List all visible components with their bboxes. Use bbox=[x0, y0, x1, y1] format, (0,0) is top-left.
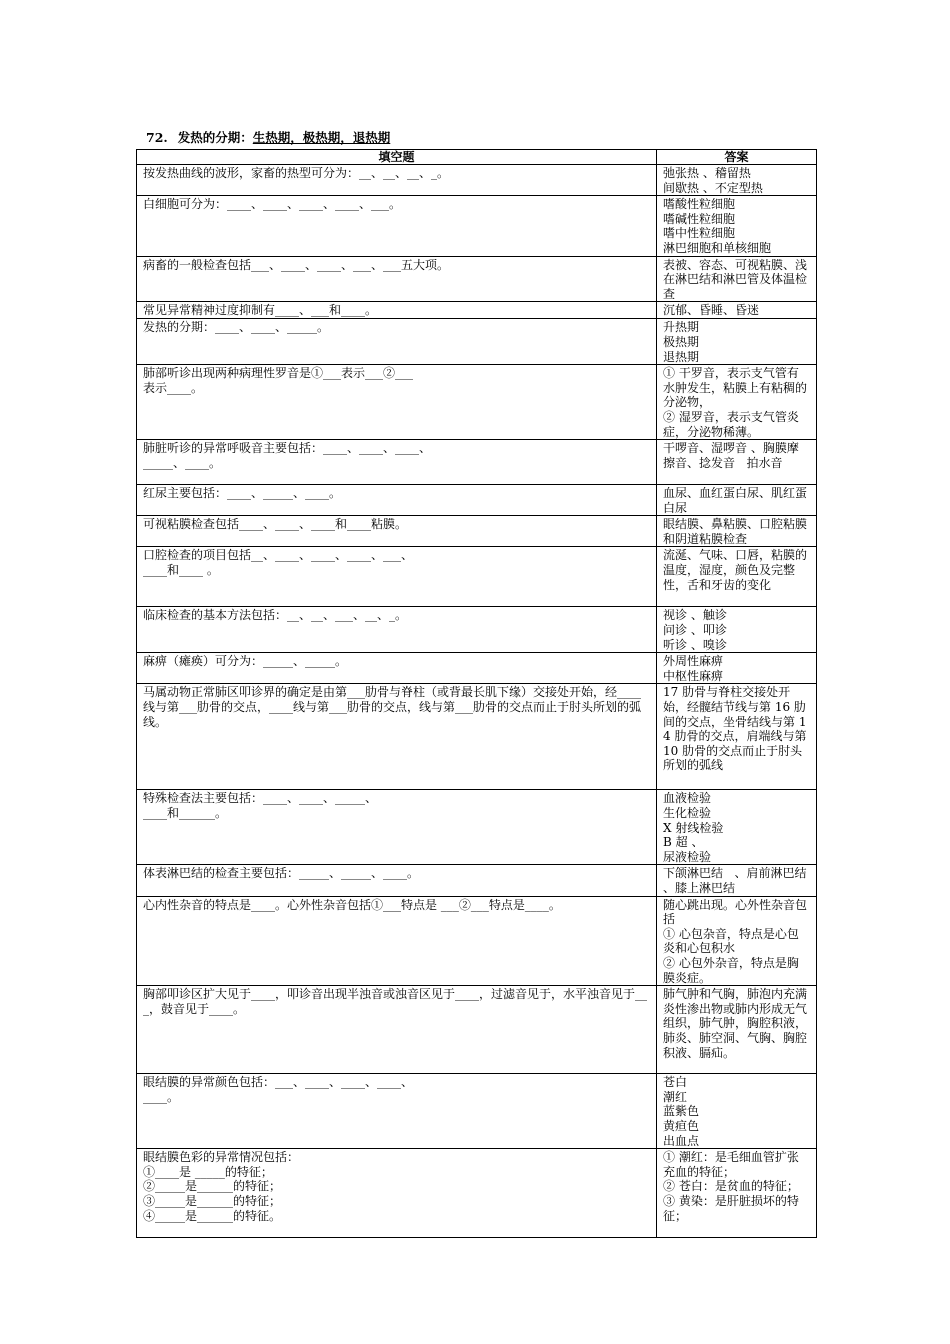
answer-cell: ① 潮红：是毛细血管扩张充血的特征； ② 苍白：是贫血的特征； ③ 黄染：是肝脏损坏的特征； bbox=[657, 1149, 817, 1238]
question-cell: 马属动物正常肺区叩诊界的确定是由第___肋骨与脊柱（或背最长肌下缘）交接处开始，经____线与第___肋骨的交点，____线与第___肋骨的交点，线与第___肋骨的交点而止于肘头所划的弧线。 bbox=[137, 684, 657, 790]
table-row bbox=[137, 790, 817, 865]
question-cell: 红尿主要包括：____、_____、____。 bbox=[137, 485, 657, 516]
question-cell: 常见异常精神过度抑制有____、___和____。 bbox=[137, 302, 657, 319]
table-row bbox=[137, 440, 817, 485]
question-cell: 病畜的一般检查包括___、____、____、___、___五大项。 bbox=[137, 256, 657, 302]
question-cell: 肺部听诊出现两种病理性罗音是①___表示___②___ 表示____。 bbox=[137, 365, 657, 440]
answer-cell: 沉郁、昏睡、昏迷 bbox=[657, 302, 817, 319]
column-header-question: 填空题 bbox=[137, 150, 657, 165]
question-cell: 心内性杂音的特点是____。心外性杂音包括①___特点是 ___②___特点是____。 bbox=[137, 896, 657, 986]
answer-cell: 下颌淋巴结 、肩前淋巴结 、膝上淋巴结 bbox=[657, 865, 817, 896]
question-cell: 麻痹（瘫痪）可分为：_____、_____。 bbox=[137, 653, 657, 684]
table-row bbox=[137, 319, 817, 365]
table-row bbox=[137, 896, 817, 986]
answer-cell: 眼结膜、鼻粘膜、口腔粘膜和阴道粘膜检查 bbox=[657, 516, 817, 547]
answer-cell: 外周性麻痹 中枢性麻痹 bbox=[657, 653, 817, 684]
table-body bbox=[137, 165, 817, 1238]
table-row bbox=[137, 607, 817, 653]
answer-cell: 流涎、气味、口唇，粘膜的温度，湿度，颜色及完整性，舌和牙齿的变化 bbox=[657, 547, 817, 607]
answer-cell: 随心跳出现。心外性杂音包括 ① 心包杂音，特点是心包炎和心包积水 ② 心包外杂音，特点是胸膜炎症。 bbox=[657, 896, 817, 986]
table-row bbox=[137, 865, 817, 896]
table-row bbox=[137, 516, 817, 547]
answer-cell: 肺气肿和气胸，肺泡内充满炎性渗出物或肺内形成无气组织，肺气肿，胸腔积液，肺炎、肺空洞、气胸、胸腔积液、膈疝。 bbox=[657, 986, 817, 1074]
question-cell: 临床检查的基本方法包括：__、__、___、__、_。 bbox=[137, 607, 657, 653]
table-row bbox=[137, 485, 817, 516]
question-cell: 特殊检查法主要包括：____、____、_____、 ____和______。 bbox=[137, 790, 657, 865]
question-cell: 眼结膜的异常颜色包括：___、____、____、____、 ____。 bbox=[137, 1074, 657, 1149]
answer-cell: 苍白 潮红 蓝紫色 黄疸色 出血点 bbox=[657, 1074, 817, 1149]
table-row bbox=[137, 653, 817, 684]
answer-cell: 表被、容态、可视粘膜、浅在淋巴结和淋巴管及体温检查 bbox=[657, 256, 817, 302]
answer-cell: 嗜酸性粒细胞 嗜碱性粒细胞 嗜中性粒细胞 淋巴细胞和单核细胞 bbox=[657, 196, 817, 256]
question-cell: 按发热曲线的波形，家畜的热型可分为：__、__、__、_。 bbox=[137, 165, 657, 196]
answer-cell: 血尿、血红蛋白尿、肌红蛋白尿 bbox=[657, 485, 817, 516]
qa-table bbox=[136, 149, 817, 1238]
question-cell: 眼结膜色彩的异常情况包括： ①____是 _____的特征； ②_____是______的特征； ③_____是______的特征； ④_____是______的特征。 bbox=[137, 1149, 657, 1238]
question-cell: 体表淋巴结的检查主要包括：_____、_____、____。 bbox=[137, 865, 657, 896]
table-row bbox=[137, 547, 817, 607]
answer-cell: ① 干罗音，表示支气管有水肿发生，粘膜上有粘稠的分泌物， ② 湿罗音，表示支气管炎症，分泌物稀薄。 bbox=[657, 365, 817, 440]
question-cell: 肺脏听诊的异常呼吸音主要包括：____、____、____、 _____、____。 bbox=[137, 440, 657, 485]
question-cell: 发热的分期：____、____、_____。 bbox=[137, 319, 657, 365]
answer-cell: 干啰音、湿啰音 、胸膜摩擦音、捻发音 拍水音 bbox=[657, 440, 817, 485]
table-row bbox=[137, 165, 817, 196]
table-row bbox=[137, 256, 817, 302]
answer-cell: 血液检验 生化检验 X 射线检验 B 超 、 尿液检验 bbox=[657, 790, 817, 865]
question-cell: 口腔检查的项目包括__、____、____、____、___、 ____和____ 。 bbox=[137, 547, 657, 607]
table-row bbox=[137, 684, 817, 790]
question-cell: 白细胞可分为：____、____、____、____、___。 bbox=[137, 196, 657, 256]
table-row bbox=[137, 196, 817, 256]
question-cell: 可视粘膜检查包括____、____、____和____粘膜。 bbox=[137, 516, 657, 547]
table-row bbox=[137, 986, 817, 1074]
answer-cell: 17 肋骨与脊柱交接处开始，经髋结节线与第 16 肋间的交点，坐骨结线与第 14 肋骨的交点，肩端线与第 10 肋骨的交点而止于肘头所划的弧线 bbox=[657, 684, 817, 790]
answer-cell: 视诊 、触诊 问诊 、叩诊 听诊 、嗅诊 bbox=[657, 607, 817, 653]
answer-cell: 弛张热 、稽留热 间歇热 、不定型热 bbox=[657, 165, 817, 196]
answer-cell: 升热期 极热期 退热期 bbox=[657, 319, 817, 365]
table-row bbox=[137, 1149, 817, 1238]
table-row bbox=[137, 365, 817, 440]
column-header-answer: 答案 bbox=[657, 150, 817, 165]
table-header-row bbox=[137, 150, 817, 165]
heading-number: 72. bbox=[146, 130, 168, 145]
table-row bbox=[137, 1074, 817, 1149]
question-cell: 胸部叩诊区扩大见于____，叩诊音出现半浊音或浊音区见于____，过滤音见于，水平浊音见于___，鼓音见于____。 bbox=[137, 986, 657, 1074]
section-heading bbox=[146, 128, 390, 146]
heading-prefix: 发热的分期： bbox=[177, 130, 253, 145]
table-row bbox=[137, 302, 817, 319]
heading-answer: 生热期，极热期，退热期 bbox=[252, 130, 391, 145]
